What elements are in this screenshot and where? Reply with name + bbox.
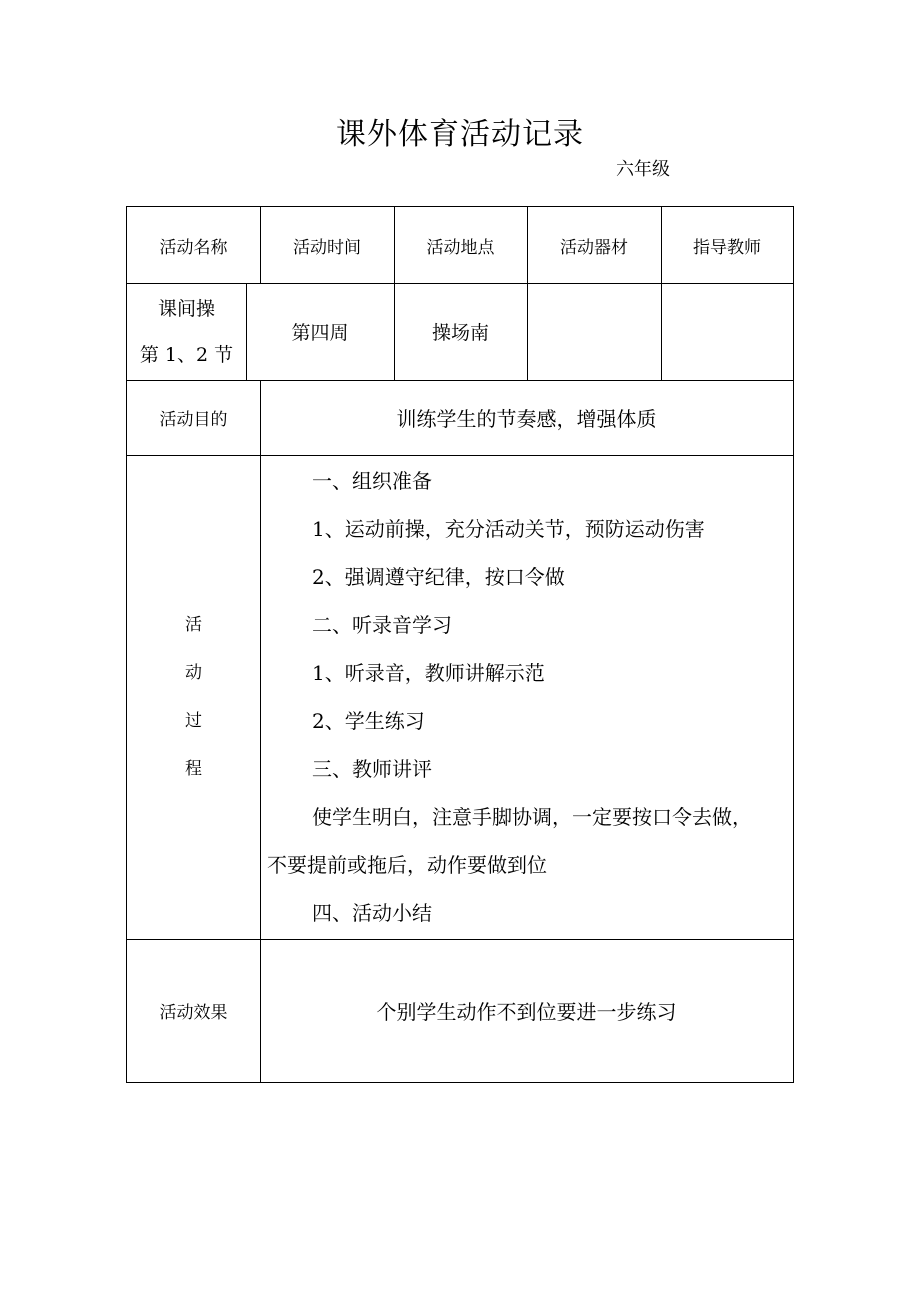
purpose-value: 训练学生的节奏感，增强体质	[396, 407, 657, 431]
header-instructor: 指导教师	[693, 237, 761, 258]
activity-name-line2: 第 1、2 节	[139, 343, 234, 366]
process-line: 三、教师讲评	[312, 757, 432, 781]
header-activity-time: 活动时间	[293, 237, 361, 258]
process-label-char: 活	[185, 615, 202, 635]
instructor-value	[661, 283, 793, 380]
effect-label: 活动效果	[159, 1003, 228, 1023]
process-label-char: 程	[185, 759, 202, 779]
process-line: 2、强调遵守纪律，按口令做	[312, 565, 565, 589]
header-activity-equipment: 活动器材	[560, 237, 628, 258]
grade-label: 六年级	[616, 159, 670, 180]
process-label-char: 过	[185, 711, 202, 731]
activity-time-value: 第四周	[291, 322, 349, 344]
purpose-label: 活动目的	[159, 410, 228, 430]
process-line: 1、运动前操，充分活动关节，预防运动伤害	[312, 517, 705, 541]
activity-name-line1: 课间操	[157, 297, 215, 320]
header-activity-place: 活动地点	[426, 237, 495, 258]
process-content	[261, 457, 791, 937]
header-activity-name: 活动名称	[159, 237, 228, 258]
document-title: 课外体育活动记录	[336, 117, 584, 152]
process-line: 2、学生练习	[312, 709, 425, 733]
process-line: 一、组织准备	[312, 469, 432, 493]
process-line: 1、听录音，教师讲解示范	[312, 661, 545, 685]
process-line: 四、活动小结	[312, 901, 432, 925]
activity-name-cell	[127, 283, 246, 380]
process-line: 二、听录音学习	[312, 613, 452, 637]
effect-value: 个别学生动作不到位要进一步练习	[376, 1000, 677, 1024]
activity-equipment-value	[527, 283, 661, 380]
process-line: 使学生明白，注意手脚协调，一定要按口令去做，	[312, 805, 752, 829]
process-label	[127, 455, 260, 939]
process-label-char: 动	[185, 663, 202, 683]
activity-record-table	[126, 206, 794, 1083]
process-line: 不要提前或拖后，动作要做到位	[267, 853, 547, 877]
activity-place-value: 操场南	[431, 322, 489, 344]
